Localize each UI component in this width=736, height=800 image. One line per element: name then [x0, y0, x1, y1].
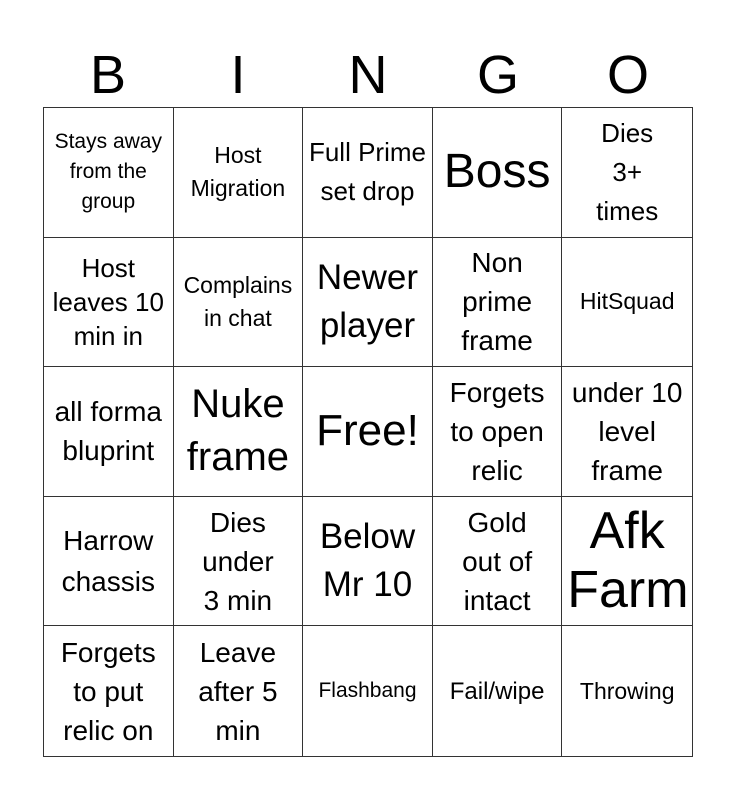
bingo-header [43, 44, 693, 106]
cell-text: Dies 3+ times [596, 117, 659, 226]
header-letter-b: B [89, 45, 127, 105]
bingo-cell[interactable] [174, 238, 304, 368]
bingo-cell[interactable] [174, 367, 304, 497]
cell-text: under 10 level frame [571, 376, 683, 486]
bingo-cell[interactable] [44, 626, 174, 756]
cell-text: Boss [443, 145, 551, 199]
cell-text: Full Prime set drop [308, 137, 426, 207]
cell-text: Stays away from the group [54, 130, 162, 214]
bingo-cell[interactable] [303, 367, 433, 497]
cell-text: Complains in chat [183, 271, 293, 331]
cell-text: Afk Farm [567, 502, 689, 620]
bingo-cell[interactable] [303, 108, 433, 238]
bingo-cell[interactable] [433, 108, 563, 238]
cell-text: Non prime frame [461, 247, 533, 357]
bingo-cell[interactable] [44, 108, 174, 238]
cell-text: Throwing [579, 677, 675, 704]
bingo-cell[interactable] [562, 626, 692, 756]
cell-text: Newer player [316, 257, 419, 345]
header-letter-g: G [476, 45, 519, 105]
cell-text: Flashbang [318, 679, 417, 703]
cell-text: Nuke frame [186, 382, 290, 480]
bingo-cell[interactable] [562, 108, 692, 238]
header-letter-o: O [606, 45, 649, 105]
bingo-cell[interactable] [174, 497, 304, 627]
cell-text: Forgets to open relic [449, 376, 545, 486]
bingo-cell[interactable] [562, 238, 692, 368]
bingo-cell[interactable] [303, 497, 433, 627]
cell-text: Fail/wipe [449, 677, 545, 705]
bingo-cell[interactable] [44, 367, 174, 497]
bingo-cell[interactable] [44, 238, 174, 368]
header-letter-n: N [348, 45, 388, 105]
cell-text: Below Mr 10 [319, 517, 416, 605]
cell-text: Host Migration [190, 142, 286, 202]
cell-text: all forma bluprint [54, 396, 162, 467]
bingo-cell[interactable] [562, 367, 692, 497]
cell-text: Gold out of intact [462, 506, 533, 616]
bingo-cell[interactable] [433, 367, 563, 497]
cell-text: Free! [316, 406, 419, 456]
cell-text: Forgets to put relic on [60, 636, 156, 746]
cell-text: HitSquad [579, 288, 675, 315]
bingo-cell[interactable] [174, 626, 304, 756]
bingo-cell[interactable] [303, 626, 433, 756]
bingo-cell[interactable] [174, 108, 304, 238]
header-letter-i: I [230, 45, 246, 105]
bingo-board [43, 107, 693, 757]
cell-text: Dies under 3 min [202, 506, 274, 616]
bingo-cell[interactable] [303, 238, 433, 368]
bingo-cell[interactable] [44, 497, 174, 627]
bingo-cell[interactable] [433, 238, 563, 368]
bingo-cell[interactable] [433, 497, 563, 627]
bingo-cell[interactable] [562, 497, 692, 627]
cell-text: Host leaves 10 min in [52, 252, 164, 351]
cell-text: Leave after 5 min [198, 636, 278, 746]
cell-text: Harrow chassis [61, 525, 155, 598]
bingo-cell[interactable] [433, 626, 563, 756]
